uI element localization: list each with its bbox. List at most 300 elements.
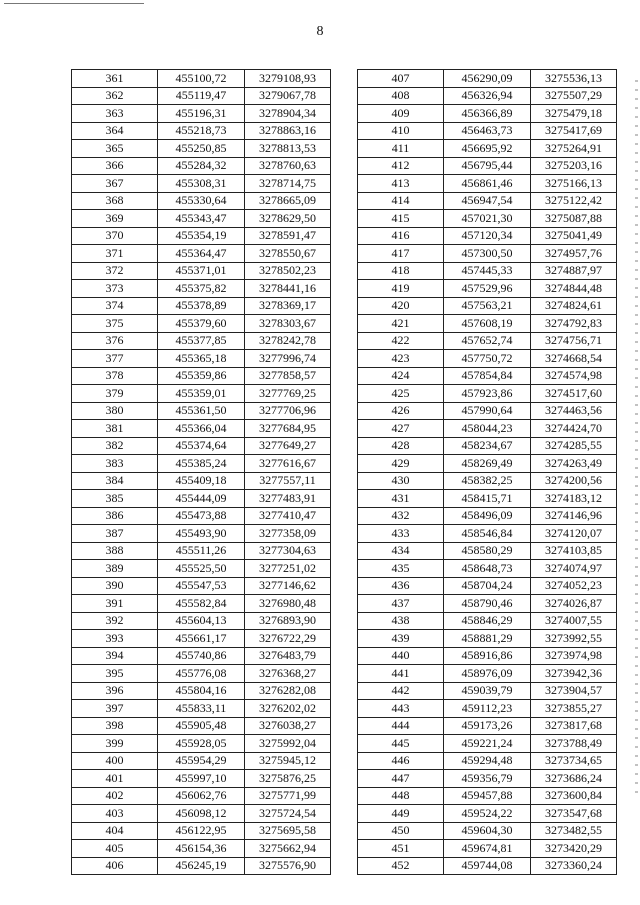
table-row bbox=[72, 402, 331, 420]
x-coordinate-cell: 455343,47 bbox=[158, 210, 245, 228]
point-number-cell: 445 bbox=[358, 735, 444, 753]
point-number-cell: 413 bbox=[358, 175, 444, 193]
y-coordinate-cell: 3273420,29 bbox=[531, 840, 617, 858]
y-coordinate-cell: 3275122,42 bbox=[531, 192, 617, 210]
table-row bbox=[358, 840, 617, 858]
point-number-cell: 415 bbox=[358, 210, 444, 228]
y-coordinate-cell: 3277410,47 bbox=[245, 507, 331, 525]
table-row bbox=[72, 315, 331, 333]
point-number-cell: 388 bbox=[72, 542, 158, 560]
y-coordinate-cell: 3277304,63 bbox=[245, 542, 331, 560]
table-row bbox=[72, 455, 331, 473]
x-coordinate-cell: 456154,36 bbox=[158, 840, 245, 858]
point-number-cell: 436 bbox=[358, 577, 444, 595]
x-coordinate-cell: 455364,47 bbox=[158, 245, 245, 263]
point-number-cell: 383 bbox=[72, 455, 158, 473]
table-row bbox=[358, 105, 617, 123]
point-number-cell: 381 bbox=[72, 420, 158, 438]
table-row bbox=[72, 297, 331, 315]
x-coordinate-cell: 457854,84 bbox=[444, 367, 531, 385]
table-row bbox=[358, 717, 617, 735]
x-coordinate-cell: 456463,73 bbox=[444, 122, 531, 140]
x-coordinate-cell: 457021,30 bbox=[444, 210, 531, 228]
y-coordinate-cell: 3274792,83 bbox=[531, 315, 617, 333]
point-number-cell: 447 bbox=[358, 770, 444, 788]
point-number-cell: 387 bbox=[72, 525, 158, 543]
point-number-cell: 384 bbox=[72, 472, 158, 490]
y-coordinate-cell: 3273974,98 bbox=[531, 647, 617, 665]
point-number-cell: 404 bbox=[72, 822, 158, 840]
y-coordinate-cell: 3278591,47 bbox=[245, 227, 331, 245]
point-number-cell: 394 bbox=[72, 647, 158, 665]
x-coordinate-cell: 457923,86 bbox=[444, 385, 531, 403]
x-coordinate-cell: 457445,33 bbox=[444, 262, 531, 280]
x-coordinate-cell: 455928,05 bbox=[158, 735, 245, 753]
y-coordinate-cell: 3274844,48 bbox=[531, 280, 617, 298]
point-number-cell: 452 bbox=[358, 857, 444, 875]
y-coordinate-cell: 3274103,85 bbox=[531, 542, 617, 560]
x-coordinate-cell: 459173,26 bbox=[444, 717, 531, 735]
x-coordinate-cell: 457529,96 bbox=[444, 280, 531, 298]
table-row bbox=[72, 420, 331, 438]
table-row bbox=[72, 735, 331, 753]
y-coordinate-cell: 3273482,55 bbox=[531, 822, 617, 840]
point-number-cell: 451 bbox=[358, 840, 444, 858]
table-row bbox=[72, 192, 331, 210]
y-coordinate-cell: 3274146,96 bbox=[531, 507, 617, 525]
x-coordinate-cell: 455905,48 bbox=[158, 717, 245, 735]
table-row bbox=[72, 262, 331, 280]
x-coordinate-cell: 455330,64 bbox=[158, 192, 245, 210]
y-coordinate-cell: 3275264,91 bbox=[531, 140, 617, 158]
table-row bbox=[72, 472, 331, 490]
point-number-cell: 372 bbox=[72, 262, 158, 280]
x-coordinate-cell: 458881,29 bbox=[444, 630, 531, 648]
x-coordinate-cell: 458234,67 bbox=[444, 437, 531, 455]
scan-edge-marks bbox=[635, 80, 638, 800]
point-number-cell: 423 bbox=[358, 350, 444, 368]
x-coordinate-cell: 455218,73 bbox=[158, 122, 245, 140]
x-coordinate-cell: 456062,76 bbox=[158, 787, 245, 805]
table-row bbox=[358, 297, 617, 315]
point-number-cell: 448 bbox=[358, 787, 444, 805]
table-row bbox=[358, 70, 617, 88]
table-row bbox=[358, 262, 617, 280]
y-coordinate-cell: 3276980,48 bbox=[245, 595, 331, 613]
point-number-cell: 402 bbox=[72, 787, 158, 805]
point-number-cell: 442 bbox=[358, 682, 444, 700]
x-coordinate-cell: 458382,25 bbox=[444, 472, 531, 490]
table-row bbox=[358, 140, 617, 158]
x-coordinate-cell: 455378,89 bbox=[158, 297, 245, 315]
y-coordinate-cell: 3277996,74 bbox=[245, 350, 331, 368]
y-coordinate-cell: 3274517,60 bbox=[531, 385, 617, 403]
y-coordinate-cell: 3273992,55 bbox=[531, 630, 617, 648]
y-coordinate-cell: 3277616,67 bbox=[245, 455, 331, 473]
y-coordinate-cell: 3278760,63 bbox=[245, 157, 331, 175]
y-coordinate-cell: 3275507,29 bbox=[531, 87, 617, 105]
table-row bbox=[358, 612, 617, 630]
x-coordinate-cell: 455547,53 bbox=[158, 577, 245, 595]
y-coordinate-cell: 3274263,49 bbox=[531, 455, 617, 473]
x-coordinate-cell: 455661,17 bbox=[158, 630, 245, 648]
point-number-cell: 374 bbox=[72, 297, 158, 315]
x-coordinate-cell: 455359,86 bbox=[158, 367, 245, 385]
y-coordinate-cell: 3275662,94 bbox=[245, 840, 331, 858]
x-coordinate-cell: 455377,85 bbox=[158, 332, 245, 350]
table-row bbox=[72, 717, 331, 735]
x-coordinate-cell: 456795,44 bbox=[444, 157, 531, 175]
y-coordinate-cell: 3278863,16 bbox=[245, 122, 331, 140]
point-number-cell: 440 bbox=[358, 647, 444, 665]
table-row bbox=[358, 332, 617, 350]
y-coordinate-cell: 3277483,91 bbox=[245, 490, 331, 508]
table-row bbox=[358, 700, 617, 718]
y-coordinate-cell: 3274285,55 bbox=[531, 437, 617, 455]
y-coordinate-cell: 3273360,24 bbox=[531, 857, 617, 875]
table-row bbox=[358, 805, 617, 823]
y-coordinate-cell: 3274200,56 bbox=[531, 472, 617, 490]
x-coordinate-cell: 455308,31 bbox=[158, 175, 245, 193]
x-coordinate-cell: 455354,19 bbox=[158, 227, 245, 245]
table-row bbox=[358, 350, 617, 368]
point-number-cell: 368 bbox=[72, 192, 158, 210]
table-row bbox=[72, 280, 331, 298]
point-number-cell: 399 bbox=[72, 735, 158, 753]
point-number-cell: 431 bbox=[358, 490, 444, 508]
y-coordinate-cell: 3275992,04 bbox=[245, 735, 331, 753]
point-number-cell: 412 bbox=[358, 157, 444, 175]
table-row bbox=[72, 787, 331, 805]
table-row bbox=[72, 367, 331, 385]
table-row bbox=[72, 752, 331, 770]
y-coordinate-cell: 3275479,18 bbox=[531, 105, 617, 123]
x-coordinate-cell: 455366,04 bbox=[158, 420, 245, 438]
point-number-cell: 446 bbox=[358, 752, 444, 770]
table-row bbox=[72, 770, 331, 788]
x-coordinate-cell: 455776,08 bbox=[158, 665, 245, 683]
table-row bbox=[72, 647, 331, 665]
x-coordinate-cell: 457300,50 bbox=[444, 245, 531, 263]
y-coordinate-cell: 3277858,57 bbox=[245, 367, 331, 385]
x-coordinate-cell: 455250,85 bbox=[158, 140, 245, 158]
table-row bbox=[358, 315, 617, 333]
x-coordinate-cell: 455804,16 bbox=[158, 682, 245, 700]
point-number-cell: 416 bbox=[358, 227, 444, 245]
y-coordinate-cell: 3275041,49 bbox=[531, 227, 617, 245]
y-coordinate-cell: 3275203,16 bbox=[531, 157, 617, 175]
table-row bbox=[358, 87, 617, 105]
point-number-cell: 367 bbox=[72, 175, 158, 193]
y-coordinate-cell: 3278665,09 bbox=[245, 192, 331, 210]
y-coordinate-cell: 3278303,67 bbox=[245, 315, 331, 333]
x-coordinate-cell: 455582,84 bbox=[158, 595, 245, 613]
table-row bbox=[358, 367, 617, 385]
x-coordinate-cell: 458415,71 bbox=[444, 490, 531, 508]
x-coordinate-cell: 455444,09 bbox=[158, 490, 245, 508]
point-number-cell: 370 bbox=[72, 227, 158, 245]
point-number-cell: 393 bbox=[72, 630, 158, 648]
table-row bbox=[358, 490, 617, 508]
point-number-cell: 385 bbox=[72, 490, 158, 508]
x-coordinate-cell: 455409,18 bbox=[158, 472, 245, 490]
table-row bbox=[358, 245, 617, 263]
y-coordinate-cell: 3274007,55 bbox=[531, 612, 617, 630]
point-number-cell: 418 bbox=[358, 262, 444, 280]
point-number-cell: 406 bbox=[72, 857, 158, 875]
y-coordinate-cell: 3277684,95 bbox=[245, 420, 331, 438]
y-coordinate-cell: 3274074,97 bbox=[531, 560, 617, 578]
table-row bbox=[358, 157, 617, 175]
point-number-cell: 398 bbox=[72, 717, 158, 735]
table-row bbox=[72, 507, 331, 525]
table-row bbox=[72, 630, 331, 648]
x-coordinate-cell: 455493,90 bbox=[158, 525, 245, 543]
table-row bbox=[358, 577, 617, 595]
x-coordinate-cell: 459744,08 bbox=[444, 857, 531, 875]
y-coordinate-cell: 3278904,34 bbox=[245, 105, 331, 123]
table-row bbox=[72, 840, 331, 858]
y-coordinate-cell: 3276368,27 bbox=[245, 665, 331, 683]
y-coordinate-cell: 3275945,12 bbox=[245, 752, 331, 770]
table-row bbox=[358, 175, 617, 193]
x-coordinate-cell: 457120,34 bbox=[444, 227, 531, 245]
point-number-cell: 400 bbox=[72, 752, 158, 770]
y-coordinate-cell: 3278550,67 bbox=[245, 245, 331, 263]
point-number-cell: 362 bbox=[72, 87, 158, 105]
scan-top-rule bbox=[4, 3, 144, 4]
y-coordinate-cell: 3274574,98 bbox=[531, 367, 617, 385]
point-number-cell: 401 bbox=[72, 770, 158, 788]
x-coordinate-cell: 458580,29 bbox=[444, 542, 531, 560]
x-coordinate-cell: 455511,26 bbox=[158, 542, 245, 560]
point-number-cell: 429 bbox=[358, 455, 444, 473]
x-coordinate-cell: 459674,81 bbox=[444, 840, 531, 858]
y-coordinate-cell: 3278441,16 bbox=[245, 280, 331, 298]
y-coordinate-cell: 3273904,57 bbox=[531, 682, 617, 700]
point-number-cell: 422 bbox=[358, 332, 444, 350]
point-number-cell: 405 bbox=[72, 840, 158, 858]
x-coordinate-cell: 458846,29 bbox=[444, 612, 531, 630]
x-coordinate-cell: 457608,19 bbox=[444, 315, 531, 333]
table-row bbox=[72, 385, 331, 403]
point-number-cell: 390 bbox=[72, 577, 158, 595]
point-number-cell: 371 bbox=[72, 245, 158, 263]
x-coordinate-cell: 458044,23 bbox=[444, 420, 531, 438]
y-coordinate-cell: 3276722,29 bbox=[245, 630, 331, 648]
x-coordinate-cell: 455604,13 bbox=[158, 612, 245, 630]
y-coordinate-cell: 3278629,50 bbox=[245, 210, 331, 228]
table-row bbox=[358, 787, 617, 805]
y-coordinate-cell: 3277769,25 bbox=[245, 385, 331, 403]
x-coordinate-cell: 455525,50 bbox=[158, 560, 245, 578]
y-coordinate-cell: 3274026,87 bbox=[531, 595, 617, 613]
point-number-cell: 432 bbox=[358, 507, 444, 525]
y-coordinate-cell: 3275576,90 bbox=[245, 857, 331, 875]
table-row bbox=[72, 122, 331, 140]
x-coordinate-cell: 455375,82 bbox=[158, 280, 245, 298]
x-coordinate-cell: 455365,18 bbox=[158, 350, 245, 368]
table-row bbox=[358, 682, 617, 700]
point-number-cell: 433 bbox=[358, 525, 444, 543]
x-coordinate-cell: 456290,09 bbox=[444, 70, 531, 88]
y-coordinate-cell: 3273686,24 bbox=[531, 770, 617, 788]
table-row bbox=[72, 140, 331, 158]
table-row bbox=[358, 122, 617, 140]
table-row bbox=[72, 87, 331, 105]
point-number-cell: 428 bbox=[358, 437, 444, 455]
point-number-cell: 426 bbox=[358, 402, 444, 420]
x-coordinate-cell: 458648,73 bbox=[444, 560, 531, 578]
x-coordinate-cell: 455997,10 bbox=[158, 770, 245, 788]
y-coordinate-cell: 3274957,76 bbox=[531, 245, 617, 263]
x-coordinate-cell: 458269,49 bbox=[444, 455, 531, 473]
x-coordinate-cell: 457750,72 bbox=[444, 350, 531, 368]
table-row bbox=[72, 805, 331, 823]
table-row bbox=[358, 227, 617, 245]
x-coordinate-cell: 459604,30 bbox=[444, 822, 531, 840]
point-number-cell: 444 bbox=[358, 717, 444, 735]
point-number-cell: 391 bbox=[72, 595, 158, 613]
y-coordinate-cell: 3273942,36 bbox=[531, 665, 617, 683]
y-coordinate-cell: 3277146,62 bbox=[245, 577, 331, 595]
point-number-cell: 377 bbox=[72, 350, 158, 368]
y-coordinate-cell: 3274887,97 bbox=[531, 262, 617, 280]
y-coordinate-cell: 3276202,02 bbox=[245, 700, 331, 718]
table-row bbox=[358, 385, 617, 403]
y-coordinate-cell: 3274824,61 bbox=[531, 297, 617, 315]
table-row bbox=[358, 420, 617, 438]
y-coordinate-cell: 3275417,69 bbox=[531, 122, 617, 140]
y-coordinate-cell: 3274120,07 bbox=[531, 525, 617, 543]
table-row bbox=[358, 192, 617, 210]
x-coordinate-cell: 455374,64 bbox=[158, 437, 245, 455]
x-coordinate-cell: 455119,47 bbox=[158, 87, 245, 105]
table-row bbox=[72, 157, 331, 175]
x-coordinate-cell: 459112,23 bbox=[444, 700, 531, 718]
y-coordinate-cell: 3277706,96 bbox=[245, 402, 331, 420]
y-coordinate-cell: 3275695,58 bbox=[245, 822, 331, 840]
point-number-cell: 410 bbox=[358, 122, 444, 140]
point-number-cell: 434 bbox=[358, 542, 444, 560]
y-coordinate-cell: 3275876,25 bbox=[245, 770, 331, 788]
table-row bbox=[358, 472, 617, 490]
x-coordinate-cell: 458916,86 bbox=[444, 647, 531, 665]
table-row bbox=[72, 437, 331, 455]
y-coordinate-cell: 3274463,56 bbox=[531, 402, 617, 420]
y-coordinate-cell: 3276483,79 bbox=[245, 647, 331, 665]
table-row bbox=[358, 857, 617, 875]
point-number-cell: 361 bbox=[72, 70, 158, 88]
x-coordinate-cell: 457652,74 bbox=[444, 332, 531, 350]
x-coordinate-cell: 459356,79 bbox=[444, 770, 531, 788]
y-coordinate-cell: 3273855,27 bbox=[531, 700, 617, 718]
y-coordinate-cell: 3274424,70 bbox=[531, 420, 617, 438]
point-number-cell: 369 bbox=[72, 210, 158, 228]
x-coordinate-cell: 458496,09 bbox=[444, 507, 531, 525]
table-row bbox=[358, 525, 617, 543]
y-coordinate-cell: 3275771,99 bbox=[245, 787, 331, 805]
table-row bbox=[72, 525, 331, 543]
table-row bbox=[358, 770, 617, 788]
y-coordinate-cell: 3278714,75 bbox=[245, 175, 331, 193]
point-number-cell: 420 bbox=[358, 297, 444, 315]
x-coordinate-cell: 458546,84 bbox=[444, 525, 531, 543]
table-row bbox=[72, 682, 331, 700]
y-coordinate-cell: 3276282,08 bbox=[245, 682, 331, 700]
point-number-cell: 409 bbox=[358, 105, 444, 123]
table-row bbox=[72, 595, 331, 613]
y-coordinate-cell: 3273734,65 bbox=[531, 752, 617, 770]
point-number-cell: 411 bbox=[358, 140, 444, 158]
x-coordinate-cell: 458790,46 bbox=[444, 595, 531, 613]
x-coordinate-cell: 456947,54 bbox=[444, 192, 531, 210]
y-coordinate-cell: 3278502,23 bbox=[245, 262, 331, 280]
coordinates-table-left bbox=[71, 69, 331, 875]
y-coordinate-cell: 3275166,13 bbox=[531, 175, 617, 193]
y-coordinate-cell: 3277358,09 bbox=[245, 525, 331, 543]
point-number-cell: 425 bbox=[358, 385, 444, 403]
table-row bbox=[72, 350, 331, 368]
point-number-cell: 403 bbox=[72, 805, 158, 823]
x-coordinate-cell: 458704,24 bbox=[444, 577, 531, 595]
point-number-cell: 414 bbox=[358, 192, 444, 210]
point-number-cell: 450 bbox=[358, 822, 444, 840]
table-row bbox=[72, 105, 331, 123]
x-coordinate-cell: 457990,64 bbox=[444, 402, 531, 420]
y-coordinate-cell: 3277649,27 bbox=[245, 437, 331, 455]
x-coordinate-cell: 458976,09 bbox=[444, 665, 531, 683]
y-coordinate-cell: 3274668,54 bbox=[531, 350, 617, 368]
x-coordinate-cell: 457563,21 bbox=[444, 297, 531, 315]
table-row bbox=[358, 455, 617, 473]
y-coordinate-cell: 3273600,84 bbox=[531, 787, 617, 805]
point-number-cell: 380 bbox=[72, 402, 158, 420]
table-row bbox=[358, 560, 617, 578]
x-coordinate-cell: 456245,19 bbox=[158, 857, 245, 875]
point-number-cell: 430 bbox=[358, 472, 444, 490]
x-coordinate-cell: 455100,72 bbox=[158, 70, 245, 88]
point-number-cell: 366 bbox=[72, 157, 158, 175]
y-coordinate-cell: 3274756,71 bbox=[531, 332, 617, 350]
x-coordinate-cell: 456122,95 bbox=[158, 822, 245, 840]
x-coordinate-cell: 455954,29 bbox=[158, 752, 245, 770]
table-row bbox=[72, 542, 331, 560]
point-number-cell: 407 bbox=[358, 70, 444, 88]
y-coordinate-cell: 3273817,68 bbox=[531, 717, 617, 735]
table-row bbox=[358, 437, 617, 455]
point-number-cell: 438 bbox=[358, 612, 444, 630]
table-row bbox=[358, 402, 617, 420]
table-row bbox=[358, 752, 617, 770]
point-number-cell: 376 bbox=[72, 332, 158, 350]
y-coordinate-cell: 3277251,02 bbox=[245, 560, 331, 578]
table-row bbox=[358, 735, 617, 753]
point-number-cell: 435 bbox=[358, 560, 444, 578]
table-row bbox=[358, 647, 617, 665]
point-number-cell: 397 bbox=[72, 700, 158, 718]
point-number-cell: 389 bbox=[72, 560, 158, 578]
table-row bbox=[358, 665, 617, 683]
y-coordinate-cell: 3275724,54 bbox=[245, 805, 331, 823]
point-number-cell: 364 bbox=[72, 122, 158, 140]
table-row bbox=[358, 210, 617, 228]
x-coordinate-cell: 455379,60 bbox=[158, 315, 245, 333]
table-row bbox=[72, 332, 331, 350]
point-number-cell: 408 bbox=[358, 87, 444, 105]
table-row bbox=[358, 822, 617, 840]
coordinates-table-right bbox=[357, 69, 617, 875]
